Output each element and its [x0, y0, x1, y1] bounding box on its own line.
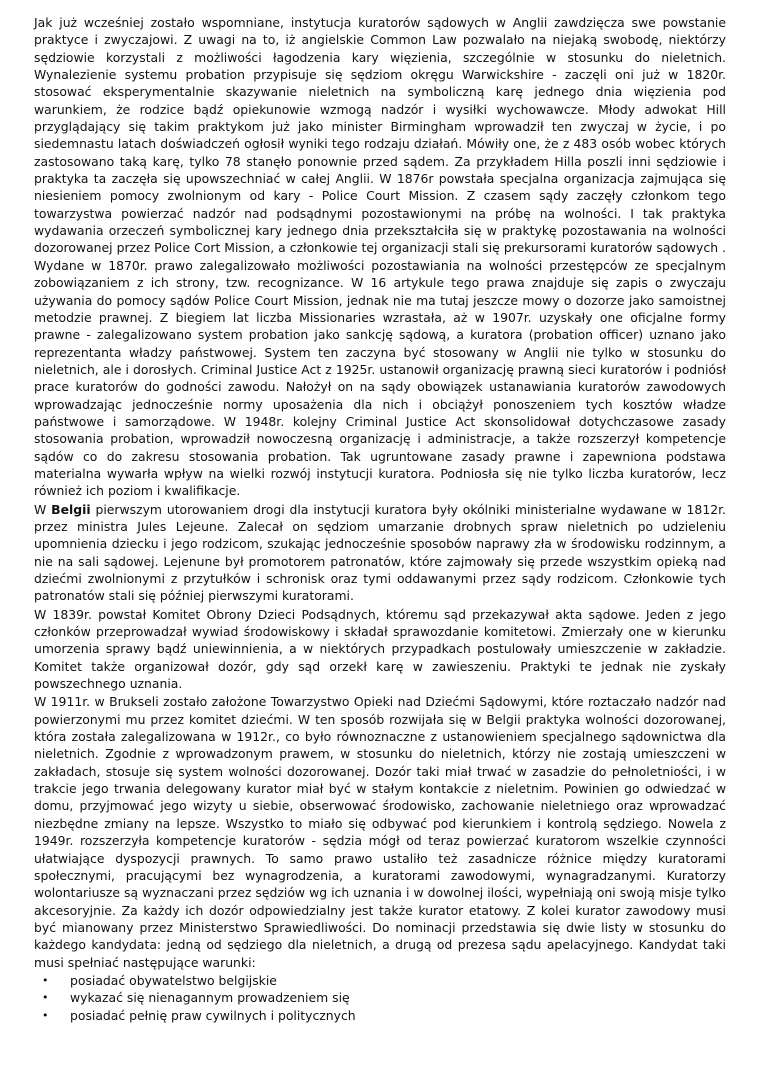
paragraph-brussels-1911: W 1911r. w Brukseli zostało założone Towarzystwo Opieki nad Dziećmi Sądowymi, które roztaczało nadzór nad powierzonymi mu przez komitet dziećmi. W ten sposób rozwijała się w Belgii praktyka wolności dozorowanej, która została zalegalizowana w 1912r., co było równoznaczne z ustanowieniem specjalnego sądownictwa dla nieletnich. Zgodnie z wprowadzonym prawem, w stosunku do nieletnich, którzy nie zostają umieszczeni w zakładach, stosuje się system wolności dozorowanej. Dozór taki miał trwać w zasadzie do pełnoletniości, i w trakcie jego trwania delegowany kurator miał być w stałym kontakcie z nieletnim. Powinien go odwiedzać w domu, przyjmować jego wizyty u siebie, obserwować środowisko, zachowanie nieletniego oraz wprowadzać niezbędne zmiany na lepsze. Wszystko to miało się odbywać pod kierunkiem i kontrolą sędziego. Nowela z 1949r. rozszerzyła kompetencje kuratorów - sędzia mógł od teraz powierzać kuratorom wszelkie czynności ułatwiające dyspozycji prawnych. To samo prawo ustaliło też zasadnicze różnice między kuratorami społecznymi, pracującymi bez wynagrodzenia, a kuratorami zawodowymi, wynagradzanymi. Kuratorzy wolontariusze są wyznaczani przez sędziów wg ich uznania i w dowolnej ilości, wypełniają oni swoją misje tylko akcesoryjnie. Za każdy ich dozór odpowiedzialny jest także kurator etatowy. Z kolei kurator zawodowy musi być mianowany przez Ministerstwo Sprawiedliwości. Do nominacji przedstawia się dwie listy w stosunku do każdego kandydata: jedną od sędziego dla nieletnich, a drugą od prezesa sądu apelacyjnego. Kandydat taki musi spełniać następujące warunki:	[34, 694, 726, 970]
bullet-icon: •	[42, 973, 49, 987]
paragraph-committee-1839: W 1839r. powstał Komitet Obrony Dzieci Podsądnych, któremu sąd przekazywał akta sądowe. Jeden z jego członków przeprowadzał wywiad środowiskowy i składał sprawozdanie komitetowi. Zmierzały one w kierunku umorzenia sprawy bądź uniewinnienia, a w niektórych przypadkach postulowały umieszczenie w zakładzie. Komitet także organizował dozór, gdy sąd orzekł karę w zawieszeniu. Praktyki te jednak nie zyskały powszechnego uznania.	[34, 606, 726, 692]
document-page	[34, 14, 726, 1024]
paragraph-lead: W	[34, 501, 52, 517]
list-item-text: posiadać pełnię praw cywilnych i politycznych	[70, 1007, 356, 1023]
list-item	[34, 989, 726, 1006]
bullet-icon: •	[42, 1008, 49, 1022]
list-item-text: posiadać obywatelstwo belgijskie	[70, 972, 277, 988]
paragraph-belgium-intro	[34, 501, 726, 605]
bullet-icon: •	[42, 991, 49, 1005]
list-item	[34, 972, 726, 989]
list-item	[34, 1007, 726, 1024]
belgium-heading-word: Belgii	[51, 501, 91, 517]
paragraph-body: pierwszym utorowaniem drogi dla instytucji kuratora były okólniki ministerialne wydawane w 1812r. przez ministra Jules Lejeune. Zalecał on sędziom umarzanie drobnych spraw nieletnich po udzieleniu upomnienia dziecku i jego rodzicom, szukając jednocześnie sposobów naprawy zła w środowisku rodzinnym, a nie na sali sądowej. Lejenune był promotorem patronatów, które zajmowały się przede wszystkim opieką nad dziećmi zwolnionymi z przytułków i schronisk oraz tymi oddawanymi przez sądy rodzicom. Członkowie tych patronatów stali się później pierwszymi kuratorami.	[34, 501, 726, 604]
requirements-list	[34, 972, 726, 1024]
paragraph-england: Jak już wcześniej zostało wspomniane, instytucja kuratorów sądowych w Anglii zawdzięcza swe powstanie praktyce i zwyczajowi. Z uwagi na to, iż angielskie Common Law pozwalało na niejaką swobodę, niektórzy sędziowie korzystali z możliwości łagodzenia kary więzienia, szczególnie w stosunku do nieletnich. Wynalezienie systemu probation przypisuje się sędziom okręgu Warwickshire - zaczęli oni już w 1820r. stosować eksperymentalnie skazywanie nieletnich na symboliczną karę jednego dnia więzienia pod warunkiem, że rodzice bądź opiekunowie wzmogą nadzór i wysiłki wychowawcze. Młody adwokat Hill przyglądający się takim praktykom już jako minister Birmingham wprowadził ten zwyczaj w życie, i po siedemnastu latach doświadczeń ogłosił wyniki tego rodzaju działań. Mówiły one, że z 483 osób wobec których zastosowano taką karę, tylko 78 stanęło ponownie przed sądem. Za przykładem Hilla poszli inni sędziowie i praktyka ta zaczęła się upowszechniać w całej Anglii. W 1876r powstała specjalna organizacja zajmująca się niesieniem pomocy zwolnionym od kary - Police Court Mission. Z czasem sądy zaczęły członkom tego towarzystwa powierzać nadzór nad podsądnymi pozostawionymi na próbę na wolności. I tak praktyka wydawania orzeczeń symbolicznej kary jednego dnia przekształciła się w praktykę pozostawania na wolności dozorowanej przez Police Cort Mission, a członkowie tej organizacji stali się prekursorami kuratorów sądowych . Wydane w 1870r. prawo zalegalizowało możliwości pozostawiania na wolności przestępców ze specjalnym zobowiązaniem z ich strony, tzw. recognizance. W 16 artykule tego prawa znajduje się zapis o zwyczaju używania do pomocy sądów Police Court Mission, jednak nie ma tutaj jeszcze mowy o dozorze jako samoistnej metodzie prawnej. Z biegiem lat liczba Missionaries wzrastała, aż w 1907r. uzyskały one oficjalne formy prawne - zalegalizowano system probation jako sankcję sądową, a kuratora (probation officer) uznano jako reprezentanta władzy państwowej. System ten zaczyna być stosowany w Anglii nie tylko w stosunku do nieletnich, ale i dorosłych. Criminal Justice Act z 1925r. ustanowił organizację prawną sieci kuratorów i podniósł prace kuratorów do godności zawodu. Nałożył on na sądy obowiązek ustanawiania kuratorów zawodowych wprowadzając jednocześnie normy uposażenia dla nich i obciążył ponoszeniem tych kosztów władze państwowe i samorządowe. W 1948r. kolejny Criminal Justice Act skonsolidował dotychczasowe zasady stosowania probation, wprowadził nowoczesną organizację i administracje, a także rozszerzył kompetencje sądów co do zakresu stosowania probation. Tak ugruntowane zasady prawne i zapewniona podstawa materialna wywarła wpływ na wielki rozwój instytucji kuratora. Podniosła się nie tylko liczba kuratorów, lecz również ich poziom i kwalifikacje.	[34, 15, 726, 499]
list-item-text: wykazać się nienagannym prowadzeniem się	[70, 990, 350, 1006]
